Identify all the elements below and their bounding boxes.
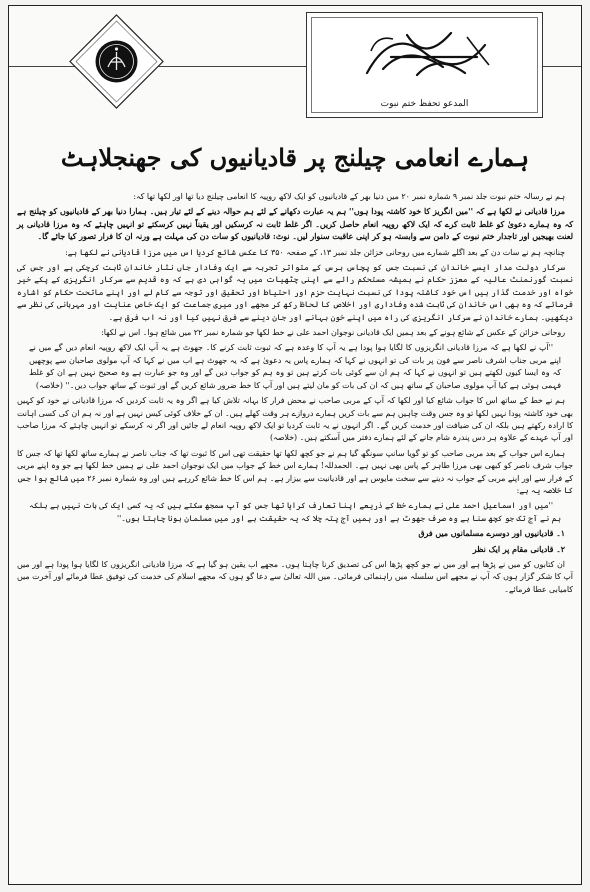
- paragraph: سرکار دولت مدار ایسے خاندان کی نسبت جس کو پچاس برس کے متواتر تجربہ سے ایک وفادار جاں نثار خاندان ثابت کرچکی ہے اور جس کی نسبت گورنمنٹ عالیہ کے معزز حکام نے ہمیشہ مستحکم رائے سے اپنی چٹھیات میں یہ گواہی دی ہے کہ وہ قدیم سے سرکار انگریزی کے پکے خیر خواہ اور خدمت گذار ہیں اس خود کاشتہ پودا کی نسبت نہایت حزم اور احتیاط اور تحقیق اور توجہ سے کام لے اور اپنے ماتحت حکام کو اشارہ فرمائے کہ وہ بھی اس خاندان کی ثابت شدہ وفاداری اور اخلاص کا لحاظ رکھ کر مجھے اور میری جماعت کو ایک خاص عنایت اور مہربانی کی نظر سے دیکھیں۔ ہمارے خاندان نے سرکار انگریزی کی راہ میں اپنے خون بہانے اور جان دینے سے فرق نہیں کیا اور نہ اب فرق ہے۔: [17, 263, 573, 322]
- list-item: ۱۔ قادیانیوں اور دوسرے مسلمانوں میں فرق: [418, 529, 565, 539]
- calligraphy-emblem: [306, 12, 543, 118]
- paragraph: چنانچہ ہم نے سات دن کے بعد اگلے شمارے میں روحانی خزائن جلد نمبر ۱۳، کے صفحہ ۳۵۰ کا عکس شائع کردیا اس میں مرزا قادیانی نے لکھا ہے:: [65, 247, 565, 257]
- list-item: ۲۔ قادیانی مقام پر ایک نظر: [472, 544, 565, 554]
- header-banner: [9, 6, 581, 124]
- paragraph: ہمارے اس جواب کے بعد مربی صاحب کو تو گویا سانپ سونگھ گیا ہم نے جو کچھ لکھا تھا حقیقت تھی اس کا ثبوت تھا کہ جناب ناصر نے ہمارے ساتھ لکھا تھا کہ جس کا جواب شرف ناصر کو کبھی بھی مرزا طاہر کے پاس بھی نہیں ہے۔ الحمدللہ! ہمارے اس خط کے جواب میں ایک نوجوان احمد علی نے ہمیں خط لکھا ہے جو وہ اپنے مربی کے فرار سے اور اپنے مربی کے جواب نہ دینے سے سخت مایوس ہے اور قادیانیت سے بیزار ہے۔ ہم اس کا خط شائع کررہے ہیں اور وہ شمارہ نمبر ۲۶ میں شائع ہوا جس کا خلاصہ یہ ہے:: [17, 448, 574, 495]
- paragraph: ہم نے خط کے ساتھ اس کا جواب شائع کیا اور لکھا کہ آپ کے مربی صاحب نے محض فرار کا بہانہ تلاش کیا ہے اگر وہ یہ ثابت کردیں کہ مرزا قادیانی نے خود کو کہیں بھی خود کاشتہ پودا نہیں لکھا تو وہ جس وقت چاہیں ہم سے بات کریں ہمارے دروازے ہر وقت کھلے ہیں۔ ان کے خلاف کوئی کیس نہیں ہے اور نہ ہم ان کی کسی اہانت کا ارادہ رکھتے ہیں بلکہ ان کی ضیافت اور خدمت کریں گے۔ اگر انہوں نے یہ ثابت کردیا تو ایک لاکھ روپیہ انعام لے جائیں اور اگر نہ کرسکے تو انہیں چاہئے کہ مرزا صاحب اور آپ عہدے کے علاوہ ہر دس پندرہ شام جانے کے لئے ہمارے دفتر میں آسکتے ہیں۔ (خلاصہ): [17, 396, 573, 443]
- paragraph: مرزا قادیانی نے لکھا ہے کہ ''میں انگریز کا خود کاشتہ پودا ہوں'' ہم یہ عبارت دکھانے کے لئے ہم حوالہ دینے کے لئے تیار ہیں۔ ہمارا دنیا بھر کے قادیانیوں کو چیلنج ہے کہ وہ ہمارے دعویٰ کو غلط ثابت کرے کہ ایک لاکھ روپیہ انعام حاصل کریں۔ اگر غلط ثابت نہ کرسکیں اور یقیناً نہیں کرسکتے تو انہیں چاہئے کہ وہ مرزا قادیانی پر لعنت بھیجیں اور تاجدار ختم نبوت کے دامن سے وابستہ ہو کر اپنی عاقبت سنوار لیں۔ نوٹ: قادیانیوں کو سات دن کی مہلت ہے ورنہ ان کا فرار تصور کیا جائے گا۔: [17, 207, 573, 242]
- emblem-seal-icon: [69, 14, 164, 109]
- paragraph: ہم نے رسالہ ختم نبوت جلد نمبر ۹ شمارہ نمبر ۲۰ میں دنیا بھر کے قادیانیوں کو ایک لاکھ روپیہ کا انعامی چیلنج دیا تھا اور لکھا تھا کہ:: [133, 192, 565, 201]
- document-page: [8, 5, 582, 885]
- calligraphy-seal-icon: [347, 23, 502, 85]
- emblem-caption: المدعو تحفظ ختم نبوت: [380, 99, 469, 109]
- paragraph: روحانی خزائن کے عکس کے شائع ہونے کے بعد ہمیں ایک قادیانی نوجوان احمد علی نے خط لکھا جو شمارہ نمبر ۲۲ میں شائع ہوا۔ اس نے لکھا:: [101, 328, 565, 338]
- quoted-letter: ''میں اور اسماعیل احمد علی نے ہمارے خط کے ذریعے اپنا تعارف کرایا تھا جس کو آپ سمجھ سکتے ہیں کہ یہ کسی ایک کی بات نہیں ہے بلکہ ہم نے آج تک جو کچھ سنا ہے وہ صرف جھوٹ ہے اور ہمیں آج پتہ چلا کہ یہ حقیقت ہے اور میں مسلمان ہونا چاہتا ہوں۔'': [29, 501, 561, 523]
- article-body: [17, 191, 573, 878]
- article-title: ہمارے انعامی چیلنج پر قادیانیوں کی جھنجلاہٹ: [60, 143, 530, 172]
- quoted-letter: ''آپ نے لکھا ہے کہ مرزا قادیانی انگریزوں کا لگایا ہوا پودا ہے یہ آپ کا وعدہ ہے کہ ثبوت ثابت کرنے کا۔ جھوٹ ہے یہ آپ ایک لاکھ روپیہ انعام دیں گے میں نے اپنے مربی جناب اشرف ناصر سے فون پر بات کی تو انہوں نے کہا کہ ہمارے پاس یہ دعویٰ ہے کہ یہ جھوٹ ہے اب میں نے کہا کہ آپ مولوی صاحبان سے پوچھیں کہ وہ ایسا کیوں لکھتے ہیں تو انہوں نے کہا کہ ہم ان سے کوئی بات کرتے ہیں تو وہ ہم کو جواب دیں گے اور وہ جو عبارت ہے وہ صحیح نہیں ہے ان کو غلط فہمی ہوئی ہے کیا آپ مولوی صاحبان کے ساتھ ہیں کہ ان کی بات کو مان لیتے ہیں اور آپ کا خط ضرور شائع کریں گے اور ثبوت کے ساتھ جواب دیں۔'' (خلاصہ): [29, 343, 561, 390]
- paragraph: ان کتابوں کو میں نے پڑھا ہے اور میں نے جو کچھ پڑھا اس کی تصدیق کرنا چاہتا ہوں۔ مجھے اب یقین ہو گیا ہے کہ مرزا قادیانی انگریزوں کا لگایا ہوا پودا ہے اور میں آپ کا شکر گزار ہوں کہ آپ نے مجھے اس سلسلہ میں راہنمائی فرمائی۔ میں اللہ تعالیٰ سے دعا گو ہوں کہ مجھے اسلام کی خدمت کی توفیق عطا فرمائے اور آخرت میں کامیابی عطا فرمائے۔: [17, 559, 573, 594]
